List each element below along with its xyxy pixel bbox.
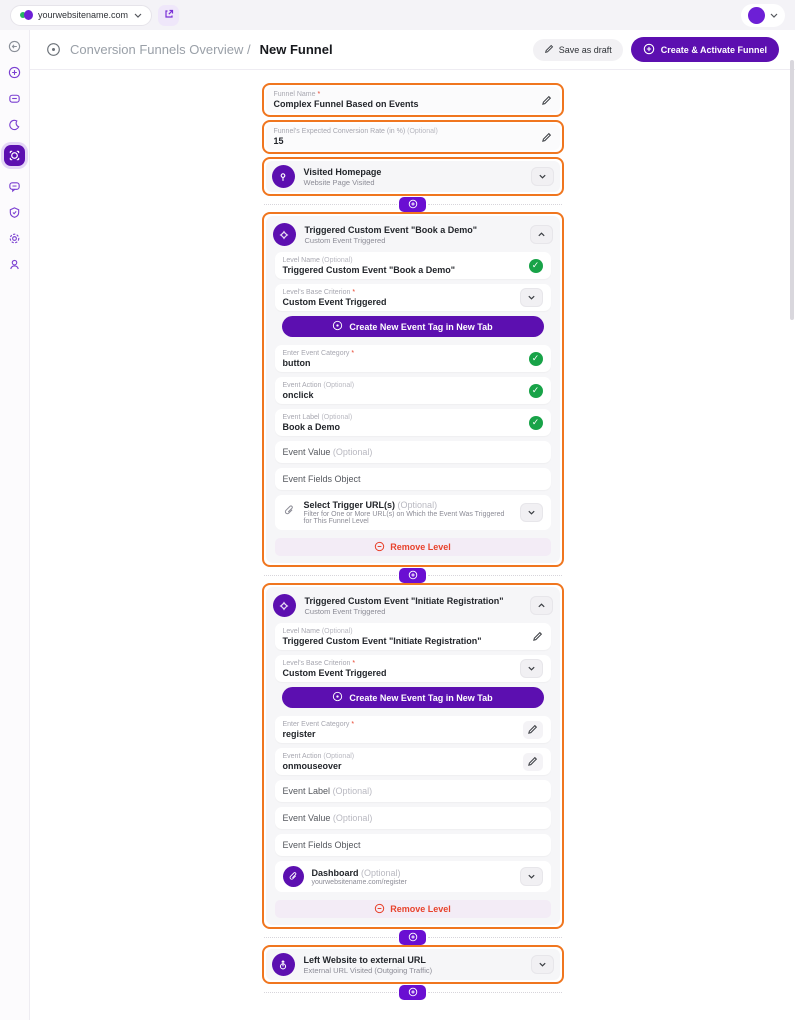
level-subtitle: Custom Event Triggered [304,235,386,245]
remove-level-button[interactable]: Remove Level [275,900,551,918]
event-action-field[interactable]: Event Action (Optional) onmouseover [275,748,551,775]
external-link-icon [164,6,174,24]
sidebar-item-add-chart[interactable] [7,65,22,80]
create-event-tag-button[interactable]: Create New Event Tag in New Tab [282,687,544,708]
outgoing-link-icon [272,953,295,976]
scrollbar-thumb[interactable] [790,60,794,320]
criterion-dropdown-button[interactable] [520,659,543,678]
conversion-rate-label: Funnel's Expected Conversion Rate (in %) (Optional) [273,128,438,135]
level-title: Visited Homepage [303,166,382,177]
add-level-button[interactable] [399,985,426,1000]
left-sidebar [0,30,30,1020]
website-selector[interactable] [10,5,152,26]
funnel-builder [30,70,795,1020]
level-header[interactable] [270,220,556,252]
target-icon [332,320,343,333]
trigger-urls-dropdown-button[interactable] [520,503,543,522]
level-title: Triggered Custom Event "Book a Demo" [304,224,478,235]
funnel-name-field[interactable] [266,87,560,113]
expand-level-button[interactable] [531,955,554,974]
level-book-demo-card [266,216,560,563]
conversion-rate-value: 15 [273,136,284,146]
sidebar-item-shield[interactable] [7,205,22,220]
level-visited-homepage-section [262,157,564,196]
valid-check-icon [529,416,543,430]
page-title: New Funnel [259,42,333,57]
top-bar [0,0,795,30]
valid-check-icon [529,384,543,398]
edit-action-button[interactable] [523,753,543,771]
plus-circle-icon [643,43,655,57]
event-fields-object-field[interactable]: Event Fields Object [275,834,551,856]
paperclip-icon [283,504,296,522]
chevron-down-icon [134,11,142,19]
main-area [30,30,795,1020]
brand-logo-icon [20,9,32,21]
target-icon [332,691,343,704]
edit-funnel-name-button[interactable] [541,95,552,106]
website-domain-label: yourwebsitename.com [38,10,129,20]
custom-event-icon [273,223,296,246]
event-label-field[interactable]: Event Label (Optional) Book a Demo ✓ [275,409,551,436]
create-event-tag-button[interactable]: Create New Event Tag in New Tab [282,316,544,337]
level-left-website[interactable] [266,949,560,980]
level-initiate-registration-card [266,587,560,925]
page-visited-icon [272,165,295,188]
sidebar-item-night-mode[interactable] [7,117,22,132]
level-title: Left Website to external URL [303,954,426,965]
back-icon[interactable] [46,42,61,57]
criterion-dropdown-button[interactable] [520,288,543,307]
funnel-name-section [262,83,564,117]
user-menu[interactable] [741,4,785,27]
page-header [30,30,795,70]
event-value-field[interactable]: Event Value (Optional) [275,441,551,463]
base-criterion-field[interactable]: Level's Base Criterion * Custom Event Triggered [275,655,551,682]
collapse-level-button[interactable] [530,596,553,615]
level-subtitle: Website Page Visited [303,177,375,187]
level-initiate-registration-section [262,583,564,929]
level-header[interactable] [270,591,556,623]
minus-circle-icon [374,541,385,554]
level-connector [264,929,562,945]
level-title: Triggered Custom Event "Initiate Registration" [304,595,504,606]
add-level-button[interactable] [399,568,426,583]
add-level-button[interactable] [399,930,426,945]
level-subtitle: Custom Event Triggered [304,606,386,616]
valid-check-icon [529,259,543,273]
level-connector [264,196,562,212]
user-avatar [748,7,765,24]
custom-event-icon [273,594,296,617]
level-connector [264,984,562,1000]
level-left-website-section [262,945,564,984]
page-scrollbar[interactable] [790,32,794,1018]
open-website-button[interactable] [158,5,179,26]
trigger-urls-row[interactable]: Select Trigger URL(s) (Optional) Filter for One or More URL(s) on Which the Event Was Triggered for This Funnel Level [275,495,551,530]
paperclip-icon [283,866,304,887]
add-level-button[interactable] [399,197,426,212]
event-action-field[interactable]: Event Action (Optional) onclick ✓ [275,377,551,404]
sidebar-item-chat[interactable] [7,179,22,194]
sidebar-item-funnels-active[interactable] [4,145,25,166]
save-as-draft-button[interactable]: Save as draft [533,39,623,61]
sidebar-item-settings[interactable] [7,231,22,246]
minus-circle-icon [374,903,385,916]
sidebar-item-account[interactable] [7,257,22,272]
chevron-down-icon [770,11,778,19]
level-subtitle: External URL Visited (Outgoing Traffic) [303,965,433,975]
level-visited-homepage[interactable] [266,161,560,192]
edit-category-button[interactable] [523,721,543,739]
level-name-field[interactable]: Level Name (Optional) Triggered Custom Event "Initiate Registration" [275,623,551,650]
valid-check-icon [529,352,543,366]
event-fields-object-field[interactable]: Event Fields Object [275,468,551,490]
sidebar-item-overview[interactable] [7,39,22,54]
funnel-name-value: Complex Funnel Based on Events [273,99,419,109]
level-name-field[interactable]: Level Name (Optional) Triggered Custom Event "Book a Demo" ✓ [275,252,551,279]
conversion-rate-field[interactable] [266,124,560,150]
base-criterion-field[interactable]: Level's Base Criterion * Custom Event Triggered [275,284,551,311]
expand-level-button[interactable] [531,167,554,186]
event-label-field[interactable]: Event Label (Optional) [275,780,551,802]
create-activate-funnel-button[interactable]: Create & Activate Funnel [631,37,779,62]
event-category-field[interactable]: Enter Event Category * register [275,716,551,743]
edit-conversion-rate-button[interactable] [541,132,552,143]
breadcrumb[interactable]: Conversion Funnels Overview / [70,42,251,57]
event-category-field[interactable]: Enter Event Category * button ✓ [275,345,551,372]
pencil-icon [544,44,554,56]
dashboard-url-row[interactable]: Dashboard (Optional) yourwebsitename.com/register [275,861,551,892]
edit-level-name-button[interactable] [532,631,543,642]
remove-level-button[interactable]: Remove Level [275,538,551,556]
conversion-rate-section [262,120,564,154]
sidebar-item-inbox[interactable] [7,91,22,106]
level-book-demo-section [262,212,564,567]
collapse-level-button[interactable] [530,225,553,244]
level-connector [264,567,562,583]
funnel-name-label: Funnel Name * [273,91,321,98]
event-value-field[interactable]: Event Value (Optional) [275,807,551,829]
dashboard-dropdown-button[interactable] [520,867,543,886]
